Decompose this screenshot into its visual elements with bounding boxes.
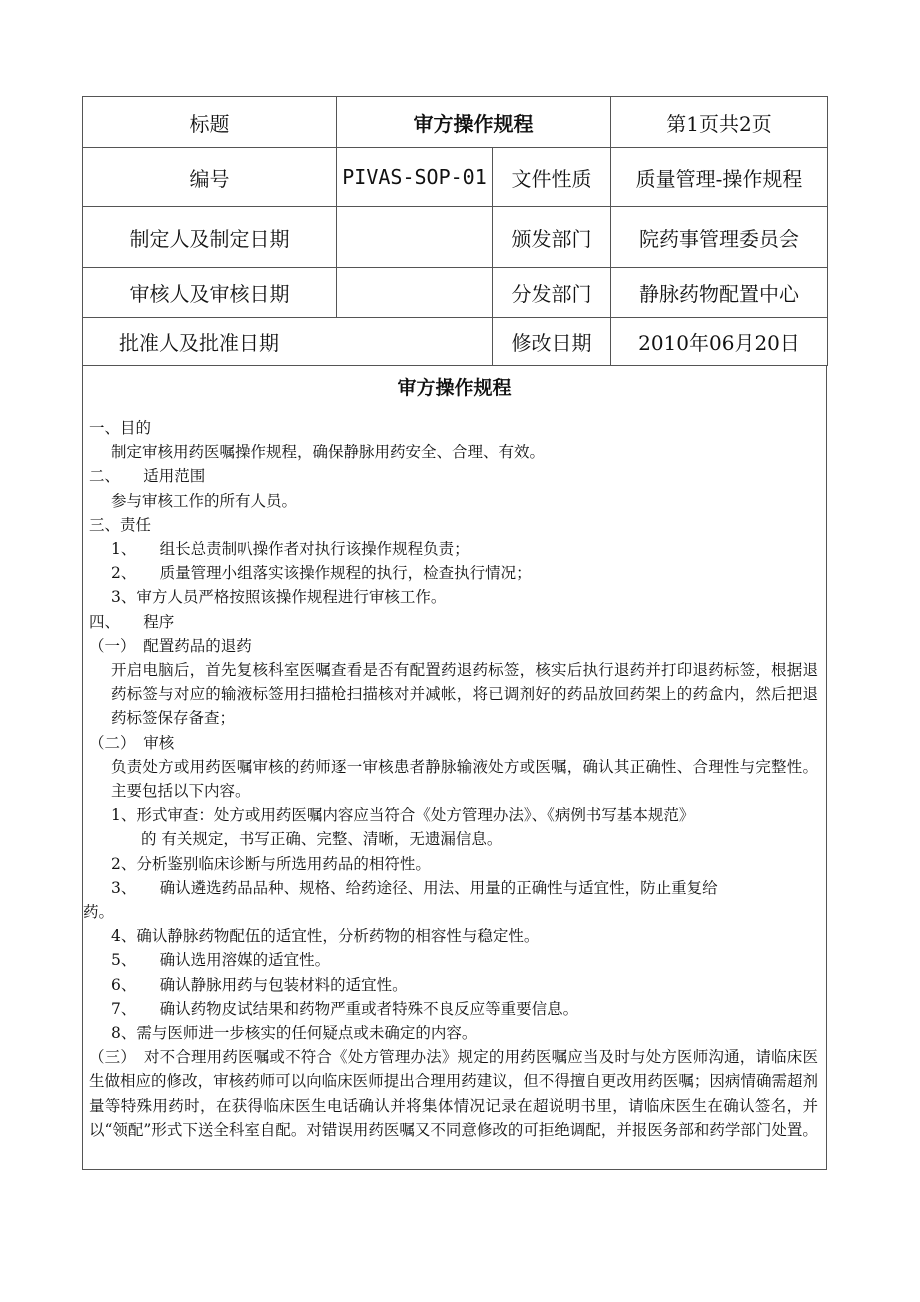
document-nature: 质量管理-操作规程 bbox=[611, 148, 828, 207]
number-label: 编号 bbox=[83, 148, 337, 207]
responsibility-item-3: 3、审方人员严格按照该操作规程进行审核工作。 bbox=[111, 588, 447, 607]
section-scope-heading: 二、 适用范围 bbox=[89, 467, 206, 486]
title-label: 标题 bbox=[83, 97, 337, 148]
author-label: 制定人及制定日期 bbox=[83, 207, 337, 268]
document-header-table bbox=[82, 96, 828, 366]
section-purpose-heading: 一、目的 bbox=[89, 419, 152, 437]
dist-dept: 静脉药物配置中心 bbox=[611, 268, 828, 318]
responsibility-item-2: 2、 质量管理小组落实该操作规程的执行，检查执行情况； bbox=[111, 564, 532, 583]
page-info: 第1页共2页 bbox=[611, 97, 828, 148]
review-item-3-line2: 药。 bbox=[83, 903, 115, 922]
review-item-7: 7、 确认药物皮试结果和药物严重或者特殊不良反应等重要信息。 bbox=[111, 999, 579, 1018]
modify-date: 2010年06月20日 bbox=[611, 318, 828, 366]
section-responsibility-heading: 三、责任 bbox=[89, 515, 152, 534]
review-item-1-line2: 的 有关规定，书写正确、完整、清晰，无遗漏信息。 bbox=[141, 830, 503, 849]
approver-label: 批准人及批准日期 bbox=[83, 318, 493, 366]
review-item-5: 5、 确认选用溶媒的适宜性。 bbox=[111, 951, 331, 970]
procedure-1-text: 开启电脑后，首先复核科室医嘱查看是否有配置药退药标签，核实后执行退药并打印退药标签，根据退药标签与对应的输液标签用扫描枪扫描核对并减帐，将已调剂好的药品放回药架上的药盒内，然后把退药标签保存备查； bbox=[111, 661, 818, 728]
nature-label: 文件性质 bbox=[493, 148, 611, 207]
section-procedure-heading: 四、 程序 bbox=[89, 612, 175, 631]
review-item-1-line1: 1、形式审查：处方或用药医嘱内容应当符合《处方管理办法》、《病例书写基本规范》 bbox=[111, 806, 695, 825]
responsibility-item-1: 1、 组长总责制叭操作者对执行该操作规程负责； bbox=[111, 540, 470, 559]
procedure-2-text: 负责处方或用药医嘱审核的药师逐一审核患者静脉输液处方或医嘱，确认其正确性、合理性与完整性。主要包括以下内容。 bbox=[111, 757, 818, 801]
issue-dept: 院药事管理委员会 bbox=[611, 207, 828, 268]
review-item-8: 8、需与医师进一步核实的任何疑点或未确定的内容。 bbox=[111, 1024, 478, 1043]
modify-label: 修改日期 bbox=[493, 318, 611, 366]
review-item-2: 2、分析鉴别临床诊断与所选用药品的相符性。 bbox=[111, 854, 431, 873]
document-title: 审方操作规程 bbox=[337, 97, 611, 148]
review-item-6: 6、 确认静脉用药与包装材料的适宜性。 bbox=[111, 975, 408, 994]
procedure-2-heading: （二） 审核 bbox=[89, 733, 175, 752]
issue-dept-label: 颁发部门 bbox=[493, 207, 611, 268]
document-body bbox=[82, 366, 827, 1170]
section-scope-text: 参与审核工作的所有人员。 bbox=[111, 491, 298, 510]
procedure-1-heading: （一） 配置药品的退药 bbox=[89, 636, 252, 655]
sop-document bbox=[82, 96, 827, 1170]
reviewer-label: 审核人及审核日期 bbox=[83, 268, 337, 318]
procedure-3-text: （三） 对不合理用药医嘱或不符合《处方管理办法》规定的用药医嘱应当及时与处方医师沟通，请临床医生做相应的修改，审核药师可以向临床医师提出合理用药建议，但不得擅自更改用药医嘱；因病情确需超剂量等特殊用药时，在获得临床医生电话确认并将集体情况记录在超说明书里，请临床医生在确认签名，并以“领配”形式下送全科室自配。对错误用药医嘱又不同意修改的可拒绝调配，并报医务部和药学部门处置。 bbox=[89, 1048, 818, 1139]
review-item-4: 4、确认静脉药物配伍的适宜性，分析药物的相容性与稳定性。 bbox=[111, 927, 540, 946]
review-item-3-line1: 3、 确认遴选药品品种、规格、给药途径、用法、用量的正确性与适宜性，防止重复给 bbox=[111, 878, 718, 897]
dist-dept-label: 分发部门 bbox=[493, 268, 611, 318]
document-number: PIVAS-SOP-01 bbox=[337, 148, 493, 207]
reviewer-value bbox=[337, 268, 493, 318]
author-value bbox=[337, 207, 493, 268]
section-purpose-text: 制定审核用药医嘱操作规程，确保静脉用药安全、合理、有效。 bbox=[111, 443, 546, 462]
body-title: 审方操作规程 bbox=[397, 377, 512, 399]
